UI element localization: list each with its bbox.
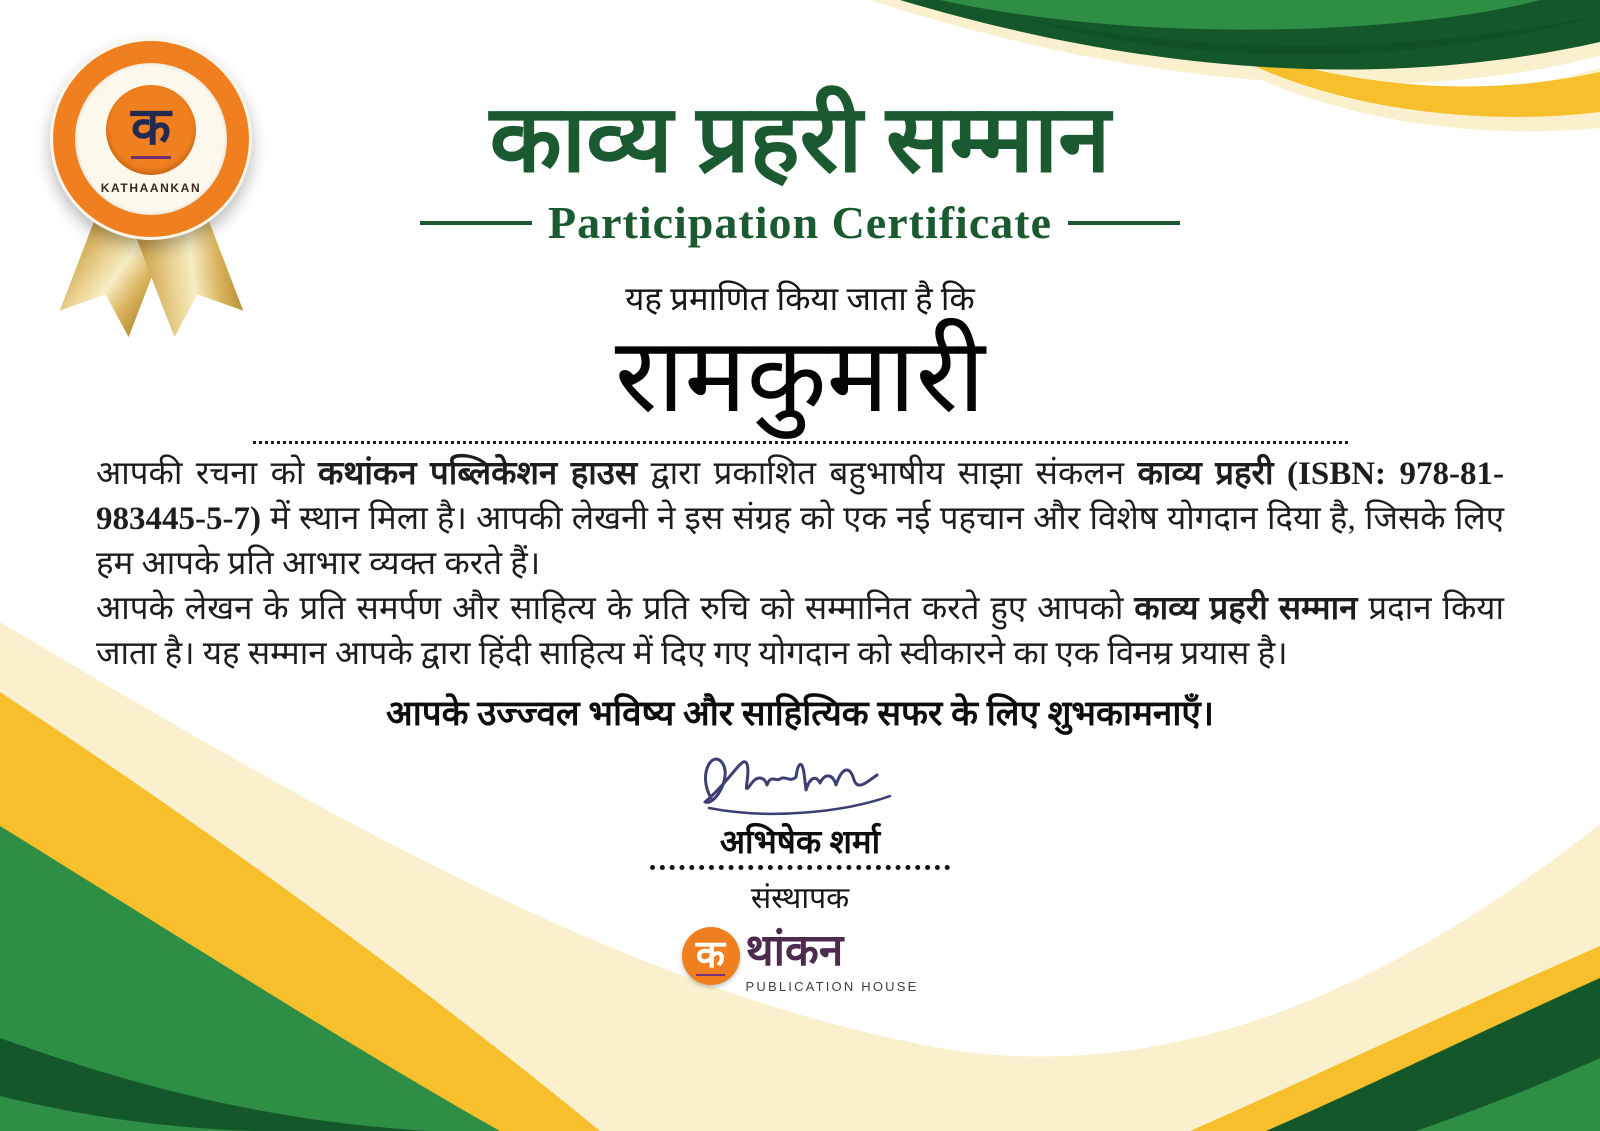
medal-monogram: क (131, 102, 171, 159)
signature-line (650, 865, 950, 870)
certify-intro-line: यह प्रमाणित किया जाता है कि (625, 282, 975, 319)
subtitle-rule-left (420, 221, 532, 225)
publisher-monogram: क (695, 934, 726, 977)
signature-handwriting (685, 740, 915, 822)
signature-block (0, 740, 1600, 917)
subtitle-rule-right (1068, 221, 1180, 225)
recipient-name: रामकुमारी (614, 319, 986, 435)
medal-inner-ring (75, 63, 227, 215)
signatory-role: संस्थापक (750, 882, 850, 916)
wish-line: आपके उज्ज्वल भविष्य और साहित्यिक सफर के लिए शुभकामनाएँ। (385, 694, 1215, 734)
publisher-monogram-icon (682, 927, 740, 985)
medal-brand-label: KATHAANKAN (100, 181, 202, 195)
publisher-logo (0, 927, 1600, 994)
publisher-wordmark: थांकन (745, 926, 844, 976)
publisher-caption: PUBLICATION HOUSE (745, 979, 919, 995)
signatory-name: अभिषेक शर्मा (719, 825, 881, 862)
recipient-underline (253, 441, 1348, 444)
kathaankan-logo-icon (106, 85, 196, 175)
certificate-title: काव्य प्रहरी सम्मान (489, 88, 1111, 192)
kathaankan-medal-badge (46, 38, 256, 308)
certificate-subtitle: Participation Certificate (548, 197, 1052, 249)
body-paragraph-2: आपके लेखन के प्रति समर्पण और साहित्य के प्रति रुचि को सम्मानित करते हुए आपको काव्य प्रहरी सम्मान प्रदान किया जाता है। यह सम्मान आपके द्वारा हिंदी साहित्य में दिए गए योगदान को स्वीकारने का एक विनम्र प्रयास है। (96, 591, 1504, 673)
medal-outer-ring (50, 38, 252, 240)
body-paragraph-1: आपकी रचना को कथांकन पब्लिकेशन हाउस द्वारा प्रकाशित बहुभाषीय साझा संकलन काव्य प्रहरी (ISBN: 978-81-983445-5-7) में स्थान मिला है। आपकी लेखनी ने इस संग्रह को एक नई पहचान और विशेष योगदान दिया है, जिसके लिए हम आपके प्रति आभार व्यक्त करते हैं। (96, 456, 1504, 583)
